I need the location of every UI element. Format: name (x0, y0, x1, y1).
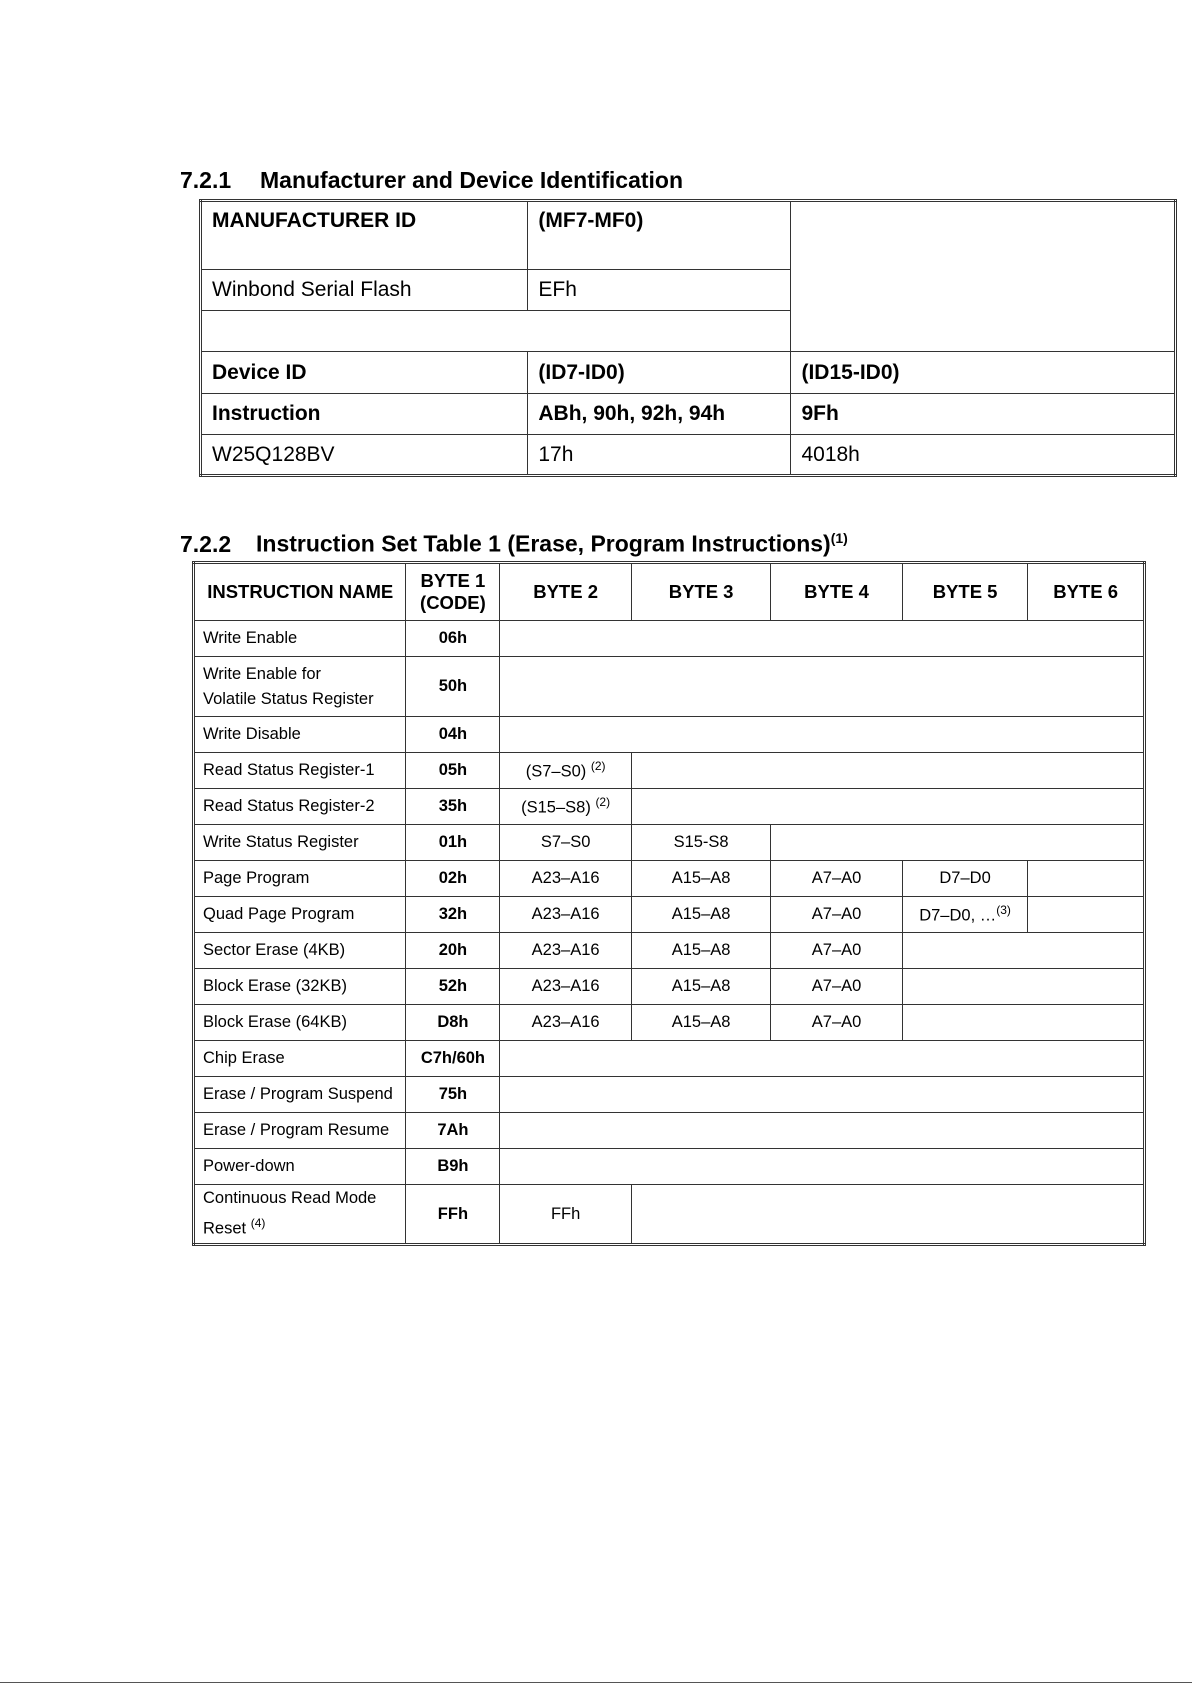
instruction-code: 02h (406, 861, 500, 897)
byte-cell (500, 753, 632, 789)
footnote-ref: (1) (830, 530, 848, 546)
instruction-code: 20h (406, 933, 500, 969)
table-row (194, 933, 1145, 969)
section-number: 7.2.2 (180, 530, 232, 557)
byte-cell (902, 897, 1028, 933)
instruction-code: 32h (406, 897, 500, 933)
instruction-name: Read Status Register-2 (194, 789, 406, 825)
byte-cell (500, 789, 632, 825)
table-row (194, 717, 1145, 753)
instruction-code: C7h/60h (406, 1041, 500, 1077)
empty-cell (902, 1005, 1144, 1041)
column-header-byte4: BYTE 4 (771, 563, 903, 621)
empty-cell (500, 657, 1145, 717)
byte-cell: A7–A0 (771, 969, 903, 1005)
instruction-name: Block Erase (32KB) (194, 969, 406, 1005)
byte-cell: A23–A16 (500, 969, 632, 1005)
name-line: Reset (203, 1219, 247, 1238)
table-cell: ABh, 90h, 92h, 94h (528, 394, 791, 435)
instruction-name: Write Enable (194, 621, 406, 657)
section-heading-7-2-1 (180, 167, 683, 194)
instruction-name: Read Status Register-1 (194, 753, 406, 789)
empty-cell (500, 1041, 1145, 1077)
empty-cell (500, 1113, 1145, 1149)
instruction-set-table (192, 561, 1146, 1246)
empty-cell (500, 621, 1145, 657)
header-line: (CODE) (420, 592, 486, 613)
instruction-code: FFh (406, 1185, 500, 1245)
table-row (194, 969, 1145, 1005)
instruction-code: 05h (406, 753, 500, 789)
table-cell: 4018h (791, 435, 1176, 476)
table-cell: Winbond Serial Flash (201, 270, 528, 311)
column-header-byte3: BYTE 3 (631, 563, 770, 621)
table-header-cell: (ID15-ID0) (791, 352, 1176, 394)
byte-cell: A7–A0 (771, 1005, 903, 1041)
byte-value: (S7–S0) (525, 762, 587, 781)
byte-cell: A15–A8 (631, 897, 770, 933)
instruction-code: B9h (406, 1149, 500, 1185)
table-row (194, 657, 1145, 717)
section-number: 7.2.1 (180, 167, 232, 193)
byte-cell: A15–A8 (631, 969, 770, 1005)
instruction-code: 52h (406, 969, 500, 1005)
byte-cell: S15-S8 (631, 825, 770, 861)
table-cell: EFh (528, 270, 791, 311)
section-title: Instruction Set Table 1 (Erase, Program Instructions) (256, 530, 831, 557)
empty-cell (902, 969, 1144, 1005)
table-cell: 9Fh (791, 394, 1176, 435)
byte-cell: A23–A16 (500, 933, 632, 969)
instruction-name: Chip Erase (194, 1041, 406, 1077)
empty-cell (500, 1077, 1145, 1113)
instruction-code: D8h (406, 1005, 500, 1041)
empty-cell (631, 1185, 1144, 1245)
instruction-code: 75h (406, 1077, 500, 1113)
byte-cell: A23–A16 (500, 1005, 632, 1041)
table-row (201, 435, 1176, 476)
instruction-name (194, 657, 406, 717)
byte-value: D7–D0, … (919, 906, 997, 925)
column-header-name: INSTRUCTION NAME (194, 563, 406, 621)
table-row (194, 1041, 1145, 1077)
table-row (201, 201, 1176, 270)
table-row (194, 1113, 1145, 1149)
empty-cell (1028, 897, 1145, 933)
empty-cell (500, 717, 1145, 753)
table-row (194, 621, 1145, 657)
header-line: BYTE 1 (420, 570, 486, 591)
name-line: Continuous Read Mode (203, 1189, 377, 1208)
instruction-name: Write Disable (194, 717, 406, 753)
table-cell: Instruction (201, 394, 528, 435)
instruction-name: Power-down (194, 1149, 406, 1185)
table-row (194, 1185, 1145, 1245)
instruction-code: 04h (406, 717, 500, 753)
empty-cell (1028, 861, 1145, 897)
footnote-ref: (2) (590, 759, 606, 774)
byte-cell: A15–A8 (631, 861, 770, 897)
byte-cell: A23–A16 (500, 861, 632, 897)
instruction-name: Quad Page Program (194, 897, 406, 933)
footnote-ref: (4) (250, 1216, 266, 1231)
table-row (194, 753, 1145, 789)
table-row (194, 897, 1145, 933)
empty-cell (902, 933, 1144, 969)
byte-cell: D7–D0 (902, 861, 1028, 897)
table-row (194, 1149, 1145, 1185)
table-row (201, 394, 1176, 435)
instruction-code: 50h (406, 657, 500, 717)
column-header-byte5: BYTE 5 (902, 563, 1028, 621)
manufacturer-device-id-table (199, 199, 1177, 477)
column-header-byte1 (406, 563, 500, 621)
table-cell: W25Q128BV (201, 435, 528, 476)
instruction-name: Write Status Register (194, 825, 406, 861)
section-heading-7-2-2 (180, 530, 848, 558)
instruction-code: 7Ah (406, 1113, 500, 1149)
byte-value: (S15–S8) (521, 798, 591, 817)
table-header-cell: (ID7-ID0) (528, 352, 791, 394)
instruction-code: 01h (406, 825, 500, 861)
table-row (194, 1077, 1145, 1113)
instruction-name: Block Erase (64KB) (194, 1005, 406, 1041)
empty-cell (771, 825, 1145, 861)
footnote-ref: (2) (595, 795, 611, 810)
byte-cell: FFh (500, 1185, 632, 1245)
table-header-row (194, 563, 1145, 621)
table-header-cell: Device ID (201, 352, 528, 394)
empty-cell (500, 1149, 1145, 1185)
column-header-byte6: BYTE 6 (1028, 563, 1145, 621)
instruction-code: 06h (406, 621, 500, 657)
name-line: Write Enable for (203, 664, 321, 683)
instruction-name: Erase / Program Suspend (194, 1077, 406, 1113)
table-row (201, 352, 1176, 394)
table-cell: 17h (528, 435, 791, 476)
instruction-code: 35h (406, 789, 500, 825)
name-line: Volatile Status Register (203, 689, 374, 708)
table-row (194, 789, 1145, 825)
byte-cell: A7–A0 (771, 897, 903, 933)
instruction-name: Sector Erase (4KB) (194, 933, 406, 969)
table-row (194, 825, 1145, 861)
empty-cell (201, 311, 791, 352)
byte-cell: A7–A0 (771, 861, 903, 897)
byte-cell: A7–A0 (771, 933, 903, 969)
section-title: Manufacturer and Device Identification (260, 167, 684, 193)
page-bottom-rule (0, 1682, 1192, 1683)
instruction-name: Page Program (194, 861, 406, 897)
footnote-ref: (3) (996, 903, 1011, 918)
byte-cell: A23–A16 (500, 897, 632, 933)
table-row (194, 1005, 1145, 1041)
instruction-name: Erase / Program Resume (194, 1113, 406, 1149)
instruction-name (194, 1185, 406, 1245)
empty-cell (631, 789, 1144, 825)
empty-cell (791, 201, 1176, 352)
table-row (194, 861, 1145, 897)
byte-cell: A15–A8 (631, 933, 770, 969)
byte-cell: S7–S0 (500, 825, 632, 861)
byte-cell: A15–A8 (631, 1005, 770, 1041)
table-header-cell: MANUFACTURER ID (201, 201, 528, 270)
empty-cell (631, 753, 1144, 789)
table-header-cell: (MF7-MF0) (528, 201, 791, 270)
column-header-byte2: BYTE 2 (500, 563, 632, 621)
